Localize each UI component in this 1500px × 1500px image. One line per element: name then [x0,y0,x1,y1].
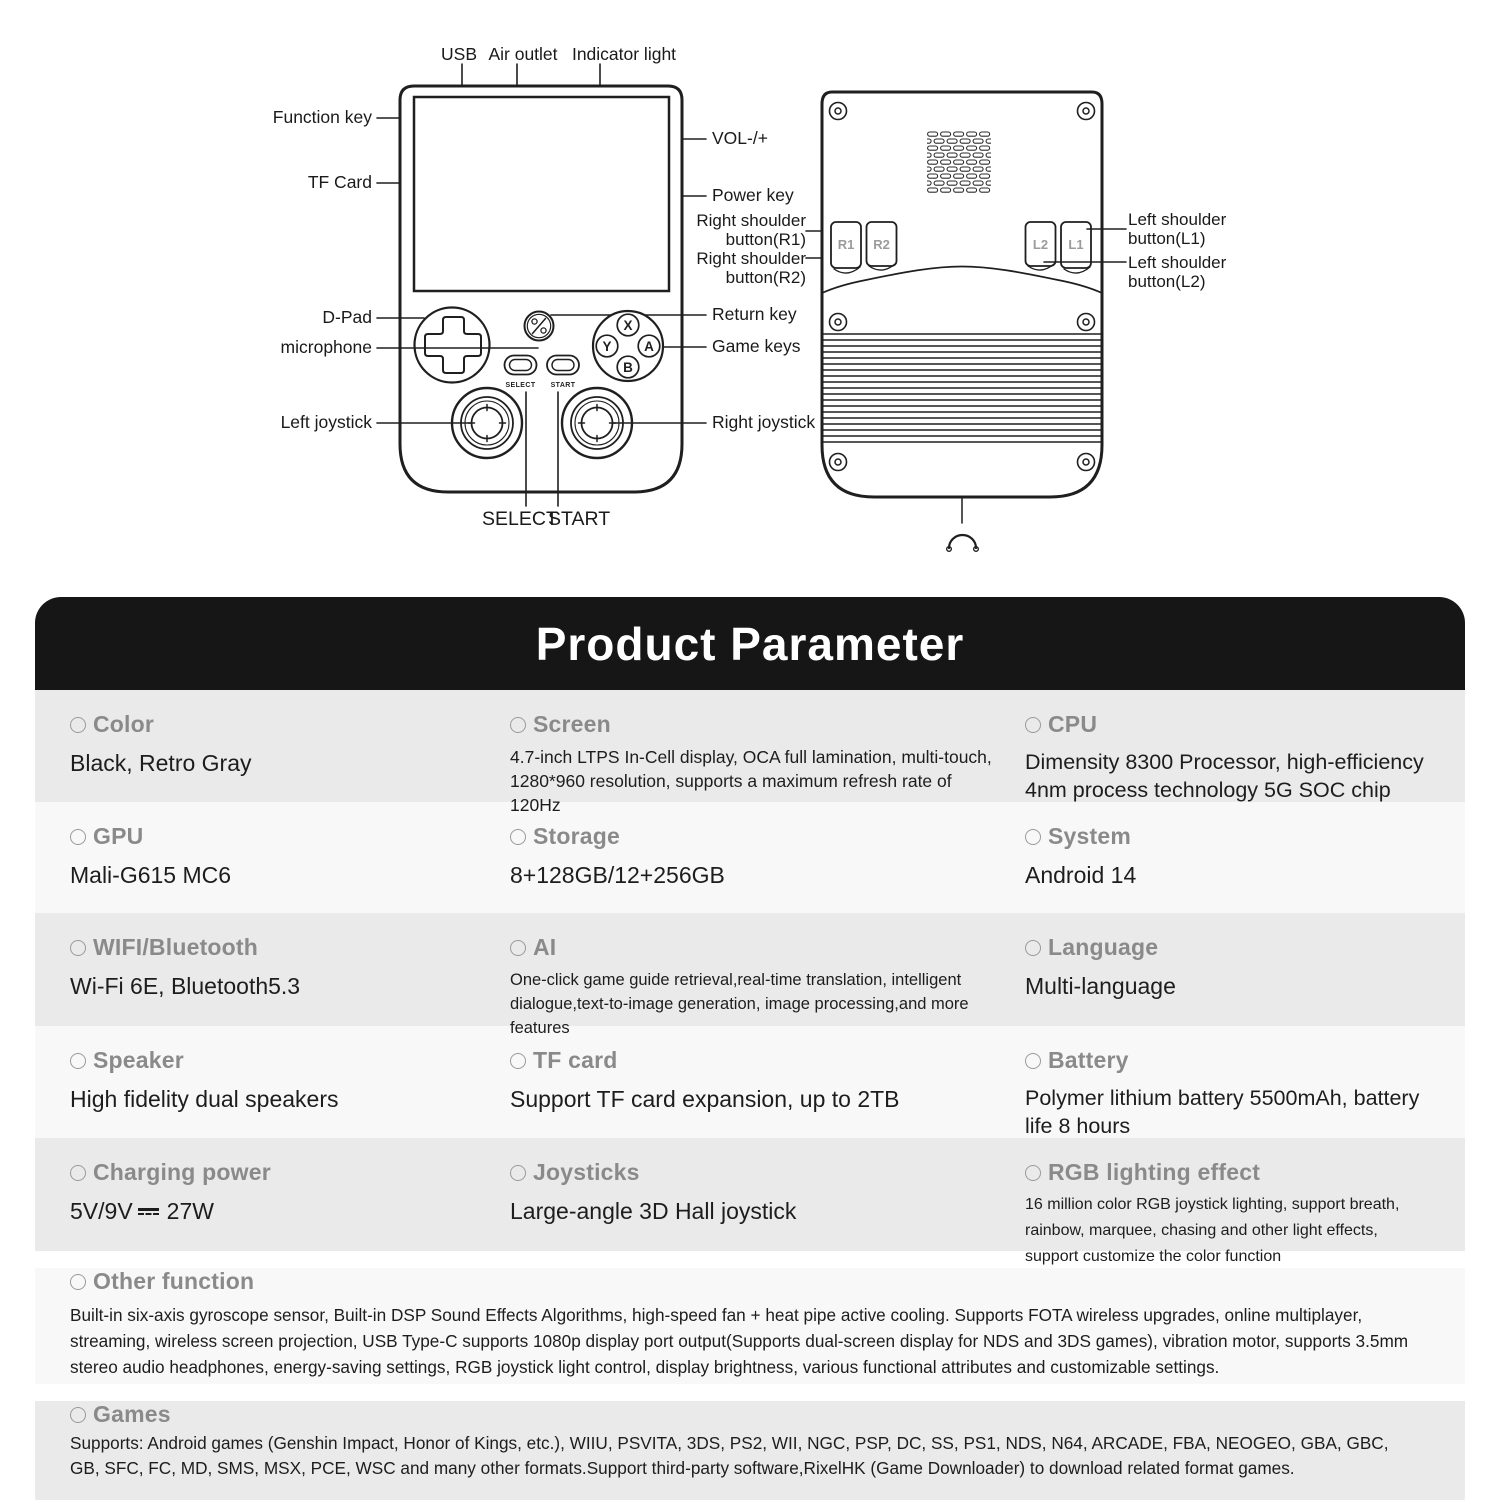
vent-grid-icon [927,131,991,193]
param-row-3 [35,913,1465,1037]
dc-current-icon [138,1204,162,1221]
y-button-label: Y [602,339,612,354]
param-label: WIFI/Bluetooth [93,934,259,960]
param-value: Android 14 [1025,862,1137,888]
circle-bullet-icon [510,829,526,845]
label-d-pad: D-Pad [322,307,372,327]
param-label: Games [93,1401,171,1427]
param-label: CPU [1048,711,1098,737]
start-small-label: START [550,382,576,389]
x-button-label: X [623,318,633,333]
product-parameter-panel [35,597,1465,1500]
front-screen [414,97,669,291]
param-value: Polymer lithium battery 5500mAh, battery life 8 hours [1025,1086,1420,1138]
param-label: GPU [93,823,144,849]
circle-bullet-icon [70,717,86,733]
param-row-7 [35,1401,1465,1500]
circle-bullet-icon [70,829,86,845]
headphone-icon [947,535,979,551]
param-label: Language [1048,934,1159,960]
param-value: Supports: Android games (Genshin Impact, Honor of Kings, etc.), WIIU, PSVITA, 3DS, PS2, WII, NGC, PSP, DC, SS, PS1, NDS, N64, ARCADE, FBA, NEOGEO, GBA, GBC, GB, SFC, FC, MD, SMS, MSX, PCE, WSC and many other formats.Support third-party software,RixelHK (Game Downloader) to download related format games. [70,1433,1389,1478]
circle-bullet-icon [70,1165,86,1181]
param-label: RGB lighting effect [1048,1159,1261,1185]
param-label: Storage [533,823,621,849]
param-cell-system [1025,802,1465,913]
label-game-keys: Game keys [712,336,801,356]
param-label: Joysticks [533,1159,640,1185]
label-function-key: Function key [272,107,372,127]
select-small-label: SELECT [505,382,536,389]
circle-bullet-icon [1025,1165,1041,1181]
circle-bullet-icon [1025,1053,1041,1069]
param-label: AI [533,934,557,960]
circle-bullet-icon [510,717,526,733]
param-value [70,1198,480,1225]
select-button-icon [505,356,537,390]
l1-label: L1 [1068,237,1084,252]
param-label: Other function [93,1268,255,1294]
label-power-key: Power key [712,185,794,205]
charging-prefix: 5V/9V [70,1198,133,1224]
label-left-joystick: Left joystick [280,412,372,432]
start-button-icon [547,356,579,390]
param-label: Screen [533,711,611,737]
param-value: Black, Retro Gray [70,750,252,776]
charging-suffix: 27W [166,1198,214,1224]
param-value: Multi-language [1025,973,1176,999]
label-vol: VOL-/+ [712,128,768,148]
label-tf-card: TF Card [307,172,372,192]
param-value: Dimensity 8300 Processor, high-efficiency 4nm process technology 5G SOC chip [1025,750,1424,802]
param-value: Large-angle 3D Hall joystick [510,1198,797,1224]
param-row-6 [35,1268,1465,1384]
param-row-5 [35,1138,1465,1265]
b-button-label: B [623,360,633,375]
param-value: One-click game guide retrieval,real-time translation, intelligent dialogue,text-to-image generation, image processing,and more features [510,971,969,1037]
param-cell-charging [70,1138,510,1270]
circle-bullet-icon [1025,717,1041,733]
a-button-label: A [644,339,654,354]
param-value: Mali-G615 MC6 [70,862,232,888]
param-row-2 [35,802,1465,913]
label-air-outlet: Air outlet [488,44,558,64]
label-left-shoulder-l2: Left shoulder button(L2) [1128,253,1227,291]
param-cell-gpu [70,802,510,913]
circle-bullet-icon [510,940,526,956]
d-pad-icon [415,308,490,383]
param-value: High fidelity dual speakers [70,1086,339,1112]
label-left-shoulder-l1: Left shoulder button(L1) [1128,210,1227,248]
param-cell-ai [510,913,1025,1040]
param-label: System [1048,823,1132,849]
param-label: Speaker [93,1047,184,1073]
label-right-joystick: Right joystick [712,412,816,432]
label-microphone: microphone [280,337,372,357]
param-label: Color [93,711,155,737]
label-return-key: Return key [712,304,797,324]
return-key-icon [525,312,554,341]
circle-bullet-icon [510,1165,526,1181]
back-device-drawing [822,92,1126,551]
param-cell-rgb [1025,1138,1465,1270]
param-cell-color [70,690,510,817]
param-cell-tf-card [510,1026,1025,1140]
r2-label: R2 [873,237,890,252]
device-diagram [0,0,1500,575]
param-cell-joysticks [510,1138,1025,1270]
game-keys-icon [593,311,663,381]
param-value: 16 million color RGB joystick lighting, support breath, rainbow, marquee, chasing and other light effects, support customize the color function [1025,1196,1400,1265]
param-value: Support TF card expansion, up to 2TB [510,1086,900,1112]
panel-header [35,597,1465,690]
param-row-1 [35,690,1465,815]
param-value: 4.7-inch LTPS In-Cell display, OCA full lamination, multi-touch, 1280*960 resolution, supports a maximum refresh rate of 120Hz [510,747,992,815]
circle-bullet-icon [70,1274,86,1290]
param-value: Wi-Fi 6E, Bluetooth5.3 [70,973,301,999]
circle-bullet-icon [70,1053,86,1069]
param-row-4 [35,1026,1465,1138]
param-value: 8+128GB/12+256GB [510,862,725,888]
r1-label: R1 [837,237,855,252]
param-cell-screen [510,690,1025,817]
l2-label: L2 [1032,237,1049,252]
circle-bullet-icon [70,1407,86,1423]
label-right-shoulder-r2: Right shoulder button(R2) [696,249,806,287]
circle-bullet-icon [70,940,86,956]
circle-bullet-icon [1025,829,1041,845]
caption-select: SELECT [482,508,558,530]
panel-title: Product Parameter [535,617,965,670]
circle-bullet-icon [510,1053,526,1069]
circle-bullet-icon [1025,940,1041,956]
param-cell-cpu [1025,690,1465,817]
param-label: Battery [1048,1047,1129,1073]
param-label: TF card [533,1047,618,1073]
param-label: Charging power [93,1159,271,1185]
param-cell-speaker [70,1026,510,1140]
param-cell-wifi [70,913,510,1040]
param-cell-language [1025,913,1465,1040]
label-indicator-light: Indicator light [571,44,677,64]
device-line-art [0,0,1500,575]
label-usb: USB [441,44,477,64]
param-value: Built-in six-axis gyroscope sensor, Built-in DSP Sound Effects Algorithms, high-speed fan + heat pipe active cooling. Supports FOTA wireless upgrades, online multiplayer, streaming, wireless screen projection, USB Type-C supports 1080p display port output(Supports dual-screen display for NDS and 3DS games), vibration motor, supports 3.5mm stereo audio headphones, energy-saving settings, RGB joystick light control, display brightness, various functional attributes and customizable settings. [70,1305,1409,1377]
caption-start: START [548,508,611,530]
label-right-shoulder-r1: Right shoulder button(R1) [696,211,806,249]
param-cell-storage [510,802,1025,913]
param-cell-battery [1025,1026,1465,1140]
